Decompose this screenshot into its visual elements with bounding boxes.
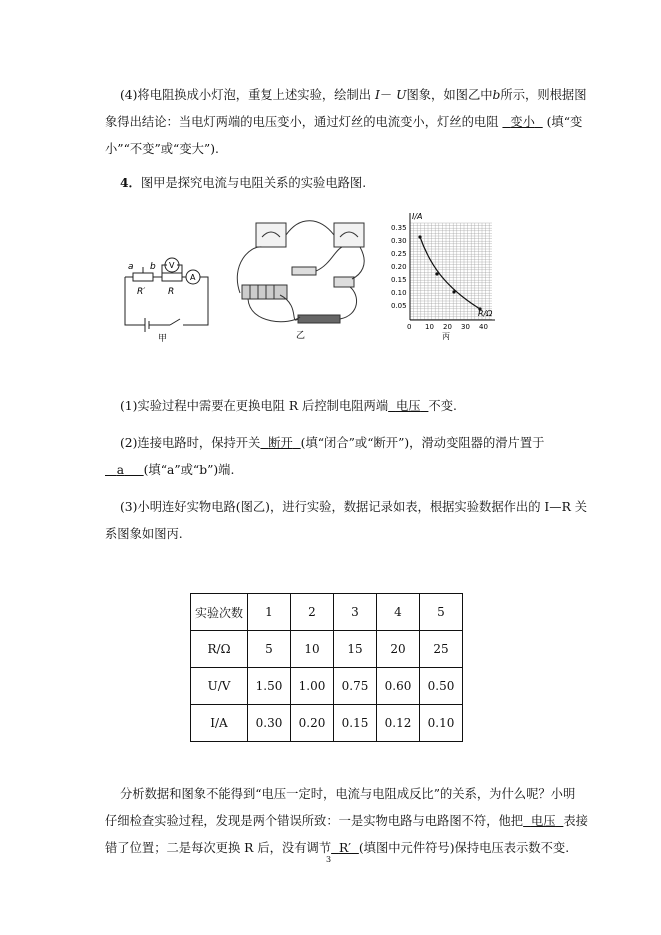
- x-tick-label: 10: [425, 323, 434, 331]
- y-axis-title: I/A: [412, 212, 423, 221]
- answer-blank: 电压: [530, 814, 556, 828]
- x-tick-label: 30: [461, 323, 470, 331]
- x-tick-label: 20: [443, 323, 452, 331]
- label-r: R: [168, 287, 175, 297]
- y-tick-label: 0.25: [391, 250, 407, 258]
- answer-blank: 变小: [510, 115, 535, 129]
- table-cell: 0.30: [248, 705, 291, 742]
- experiment-data-table: [190, 593, 463, 742]
- q4-sub2-line1: (2)连接电路时，保持开关 断开 (填“闭合”或“断开”)，滑动变阻器的滑片置于: [120, 436, 545, 450]
- data-point: [418, 235, 421, 238]
- q4-sub1: (1)实验过程中需要在更换电阻 R 后控制电阻两端 电压 不变.: [120, 399, 457, 413]
- q4-stem: 4．图甲是探究电流与电阻关系的实验电路图.: [120, 175, 367, 190]
- table-cell: 1.00: [291, 668, 334, 705]
- answer-blank: 断开: [268, 436, 293, 450]
- table-row: [191, 705, 463, 742]
- table-cell: 0.12: [377, 705, 420, 742]
- table-header-cell: I/A: [191, 705, 248, 742]
- figure-yi-sketch: [237, 221, 364, 323]
- label-a-meter: A: [190, 273, 196, 282]
- q4prev-line1: (4)将电阻换成小灯泡，重复上述实验，绘制出 I－ U图象，如图乙中b所示，则根据图: [120, 88, 587, 102]
- table-row: [191, 668, 463, 705]
- x-axis-title: R/Ω: [478, 309, 493, 318]
- i-r-curve: [420, 237, 480, 309]
- y-tick-label: 0.35: [391, 224, 407, 232]
- y-tick-label: 0.30: [391, 237, 407, 245]
- table-header-cell: R/Ω: [191, 631, 248, 668]
- label-b: b: [150, 262, 156, 272]
- answer-blank: R′: [338, 841, 352, 855]
- table-cell: 0.10: [420, 705, 463, 742]
- table-cell: 0.75: [334, 668, 377, 705]
- y-tick-label: 0.20: [391, 263, 407, 271]
- table-cell: 10: [291, 631, 334, 668]
- label-a: a: [128, 262, 134, 272]
- table-row: [191, 594, 463, 631]
- table-cell: 4: [377, 594, 420, 631]
- table-cell: 0.60: [377, 668, 420, 705]
- table-cell: 20: [377, 631, 420, 668]
- q4-sub3-line1: (3)小明连好实物电路(图乙)，进行实验，数据记录如表，根据实验数据作出的 I—R 关: [120, 500, 588, 514]
- table-header-cell: U/V: [191, 668, 248, 705]
- q4-sub2-line2: a (填“a”或“b”)端.: [105, 464, 234, 476]
- y-tick-label: 0.10: [391, 289, 407, 297]
- table-cell: 15: [334, 631, 377, 668]
- q4prev-line3: 小”“不变”或“变大”).: [105, 142, 219, 156]
- label-v: V: [169, 261, 175, 270]
- table-cell: 0.50: [420, 668, 463, 705]
- analysis-line2: 仔细检查实验过程，发现是两个错误所致：一是实物电路与电路图不符，他把 电压 表接: [105, 814, 588, 828]
- table-cell: 0.20: [291, 705, 334, 742]
- table-cell: 0.15: [334, 705, 377, 742]
- figure-bing-graph: [410, 213, 495, 320]
- data-point: [435, 272, 438, 275]
- x-tick-label: 40: [479, 323, 488, 331]
- figure-jia-label: 甲: [158, 334, 168, 344]
- y-tick-label: 0.05: [391, 302, 407, 310]
- table-cell: 1: [248, 594, 291, 631]
- y-tick-label: 0.15: [391, 276, 407, 284]
- table-cell: 1.50: [248, 668, 291, 705]
- table-cell: 2: [291, 594, 334, 631]
- table-header-cell: 实验次数: [191, 594, 248, 631]
- table-cell: 25: [420, 631, 463, 668]
- circuit-figures: [0, 205, 661, 355]
- data-point: [452, 290, 455, 293]
- answer-blank: 电压: [395, 399, 421, 413]
- x-tick-label: 0: [407, 323, 412, 331]
- table-cell: 3: [334, 594, 377, 631]
- table-cell: 5: [248, 631, 291, 668]
- q4prev-line2: 象得出结论：当电灯两端的电压变小，通过灯丝的电流变小，灯丝的电阻 变小 (填“变: [105, 115, 583, 129]
- label-r-prime: R′: [137, 287, 146, 297]
- q4-sub3-line2: 系图象如图丙.: [105, 527, 183, 541]
- analysis-line3: 错了位置；二是每次更换 R 后，没有调节 R′ (填图中元件符号)保持电压表示数不变.: [105, 841, 570, 855]
- page-number: 3: [326, 855, 332, 864]
- answer-blank: a: [116, 463, 125, 477]
- figure-bing-label: 丙: [442, 332, 450, 341]
- analysis-line1: 分析数据和图象不能得到“电压一定时，电流与电阻成反比”的关系，为什么呢？小明: [120, 787, 576, 801]
- table-row: [191, 631, 463, 668]
- table-cell: 5: [420, 594, 463, 631]
- figure-yi-label: 乙: [296, 331, 306, 341]
